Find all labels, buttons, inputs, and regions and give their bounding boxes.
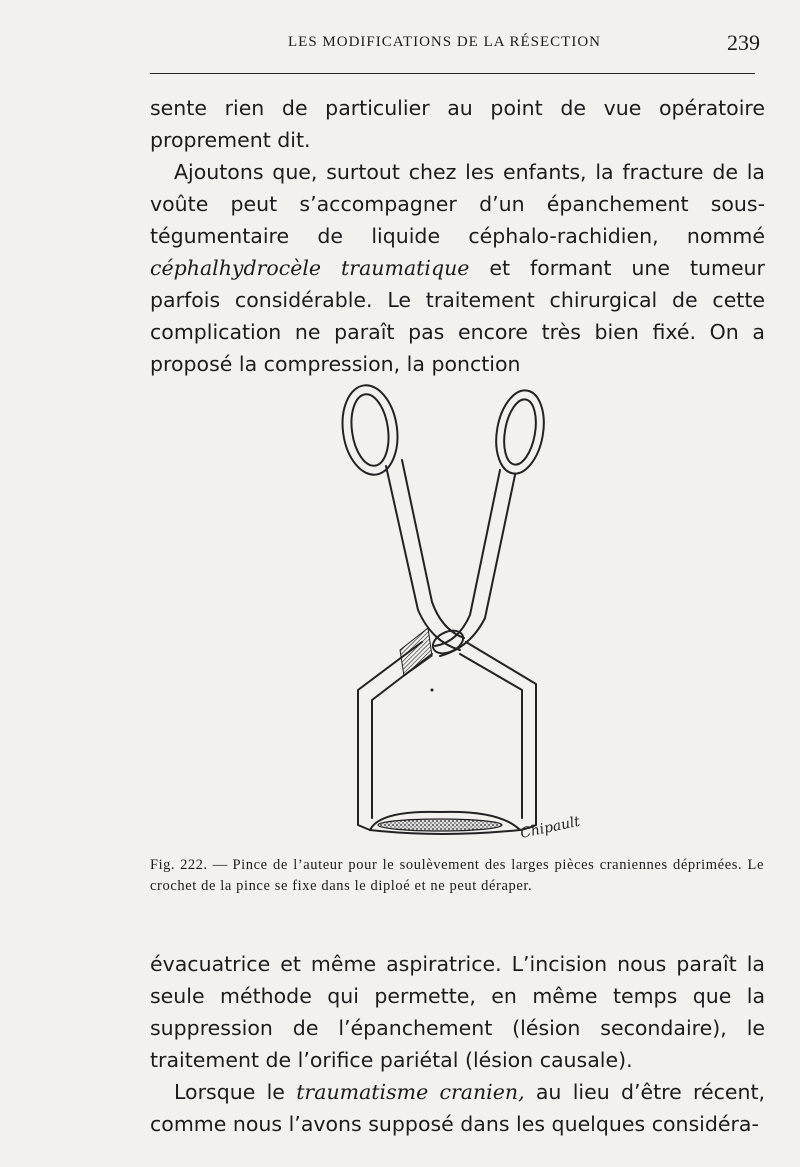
running-title: LES MODIFICATIONS DE LA RÉSECTION — [288, 34, 602, 50]
page-number: 239 — [727, 30, 760, 55]
italic-term: traumatisme cranien, — [296, 1080, 525, 1104]
figure-forceps-illustration — [340, 380, 590, 850]
artist-signature: Chipault — [518, 813, 582, 842]
paragraph-text: au lieu d’être récent, comme nous l’avons supposé dans les quelques considéra- — [150, 1080, 766, 1136]
paragraph-traumatisme — [150, 1076, 765, 1140]
body-text-top — [150, 92, 765, 380]
paragraph-cephalhydrocele — [150, 156, 765, 380]
header-rule — [150, 73, 755, 74]
running-head — [150, 30, 760, 58]
caption-label: Fig. 222. — — [150, 857, 228, 873]
forceps-drawing — [340, 380, 590, 850]
paragraph-text: Lorsque le — [174, 1080, 297, 1104]
paragraph-incision: évacuatrice et même aspiratrice. L’incision nous paraît la seule méthode qui permette, en même temps que la suppression de l’épanchement (lésion secondaire), le traitement de l’orifice pariétal (lésion causale). — [150, 952, 765, 1072]
italic-term: céphalhydrocèle traumatique — [150, 256, 470, 280]
paragraph-text: Ajoutons que, surtout chez les enfants, la fracture de la voûte peut s’accompagner d’un épanchement sous-tégumentaire de liquide céphalo-rachidien, nommé — [150, 160, 765, 248]
figure-caption — [150, 855, 764, 897]
paragraph-continuation: sente rien de particulier au point de vue opératoire proprement dit. — [150, 96, 765, 152]
caption-text: Pince de l’auteur pour le soulèvement des larges pièces craniennes déprimées. Le crochet de la pince se fixe dans le diploé et ne peut déraper. — [150, 857, 765, 894]
paragraph-text: et formant une tumeur parfois considérable. Le traitement chirurgical de cette complication ne paraît pas encore très bien fixé. On a proposé la compression, la ponction — [150, 256, 765, 376]
body-text-bottom — [150, 948, 765, 1140]
